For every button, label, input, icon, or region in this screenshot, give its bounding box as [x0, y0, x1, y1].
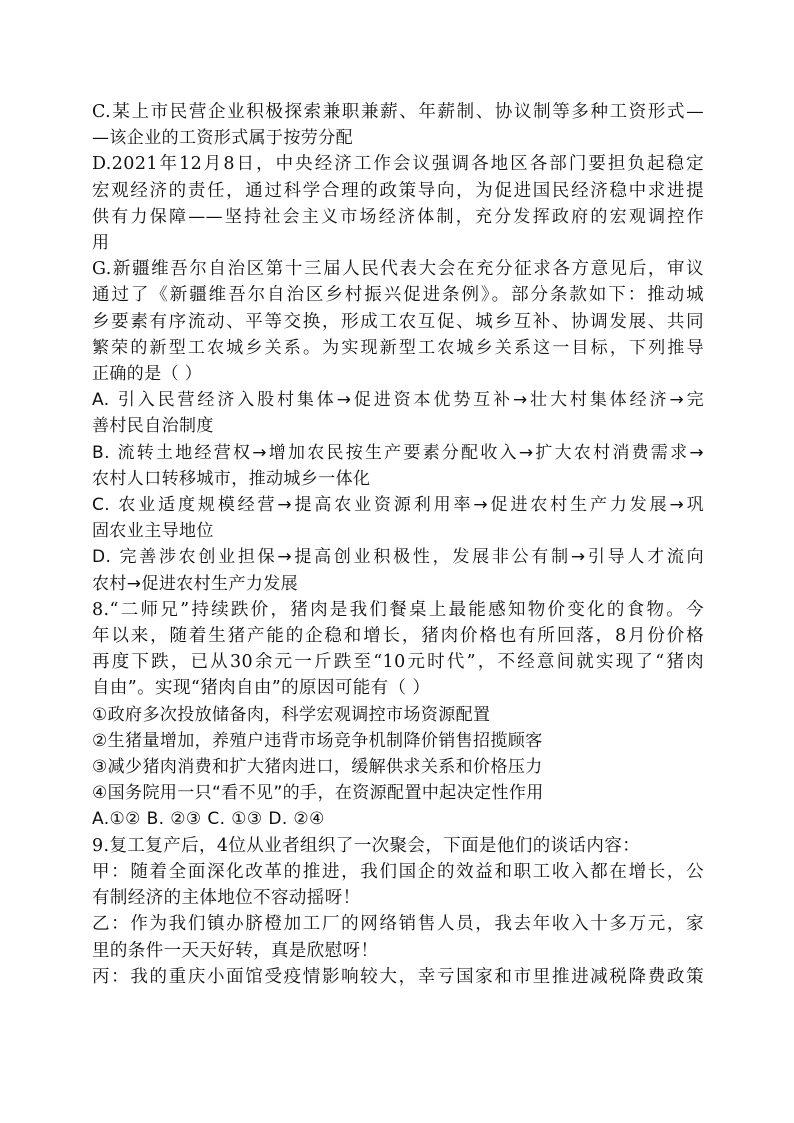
text-line: 繁荣的新型工农城乡关系。为实现新型工农城乡关系这一目标，下列推导 — [92, 337, 704, 358]
text-line: B. 流转土地经营权→增加农民按生产要素分配收入→扩大农村消费需求→ — [92, 442, 704, 463]
text-line: 丙：我的重庆小面馆受疫情影响较大，幸亏国家和市里推进减税降费政策 — [92, 966, 704, 987]
text-line: 正确的是（ ） — [92, 364, 203, 385]
text-line: ④国务院用一只“看不见”的手，在资源配置中起决定性作用 — [92, 783, 544, 804]
text-line: 农村人口转移城市，推动城乡一体化 — [92, 468, 371, 489]
text-line: A.①② B. ②③ C. ①③ D. ②④ — [92, 809, 325, 830]
text-line: 再度下跌，已从30余元一斤跌至“10元时代”，不经意间就实现了“猪肉 — [92, 652, 704, 673]
text-line: ③减少猪肉消费和扩大猪肉进口，缓解供求关系和价格压力 — [92, 757, 543, 778]
text-line: 自由”。实现“猪肉自由”的原因可能有（ ） — [92, 678, 431, 699]
text-line: D. 完善涉农创业担保→提高创业积极性，发展非公有制→引导人才流向 — [92, 547, 704, 568]
text-line: D.2021年12月8日，中央经济工作会议强调各地区各部门要担负起稳定 — [92, 154, 704, 175]
document-page — [92, 99, 704, 990]
text-line: ①政府多次投放储备肉，科学宏观调控市场资源配置 — [92, 704, 491, 725]
text-line: 里的条件一天天好转，真是欣慰呀！ — [92, 940, 379, 961]
text-line: G.新疆维吾尔自治区第十三届人民代表大会在充分征求各方意见后，审议 — [92, 259, 704, 280]
text-line: ②生猪量增加，养殖户违背市场竞争机制降价销售招揽顾客 — [92, 730, 543, 751]
text-line: A. 引入民营经济入股村集体→促进资本优势互补→壮大村集体经济→完 — [92, 390, 704, 411]
text-line: 甲：随着全面深化改革的推进，我们国企的效益和职工收入都在增长，公 — [92, 861, 704, 882]
text-line: 善村民自治制度 — [92, 416, 214, 437]
text-line: 年以来，随着生猪产能的企稳和增长，猪肉价格也有所回落，8月份价格 — [92, 626, 704, 647]
text-line: —该企业的工资形式属于按劳分配 — [92, 128, 353, 149]
text-line: 宏观经济的责任，通过科学合理的政策导向，为促进国民经济稳中求进提 — [92, 180, 704, 201]
text-line: 供有力保障——坚持社会主义市场经济体制，充分发挥政府的宏观调控作 — [92, 206, 704, 227]
text-line: C.某上市民营企业积极探索兼职兼薪、年薪制、协议制等多种工资形式— — [92, 102, 704, 122]
text-line: 用 — [92, 233, 110, 254]
text-line: 9.复工复产后，4位从业者组织了一次聚会，下面是他们的谈话内容： — [92, 835, 641, 856]
text-line: 通过了《新疆维吾尔自治区乡村振兴促进条例》。部分条款如下：推动城 — [92, 285, 704, 306]
text-line: C. 农业适度规模经营→提高农业资源利用率→促进农村生产力发展→巩 — [92, 495, 704, 516]
text-line: 8.“二师兄”持续跌价，猪肉是我们餐桌上最能感知物价变化的食物。今 — [92, 599, 704, 620]
text-line: 乙：作为我们镇办脐橙加工厂的网络销售人员，我去年收入十多万元，家 — [92, 914, 704, 935]
text-line: 有制经济的主体地位不容动摇呀！ — [92, 888, 361, 909]
text-line: 固农业主导地位 — [92, 521, 214, 542]
text-line: 乡要素有序流动、平等交换，形成工农互促、城乡互补、协调发展、共同 — [92, 311, 704, 332]
text-line: 农村→促进农村生产力发展 — [92, 573, 299, 594]
